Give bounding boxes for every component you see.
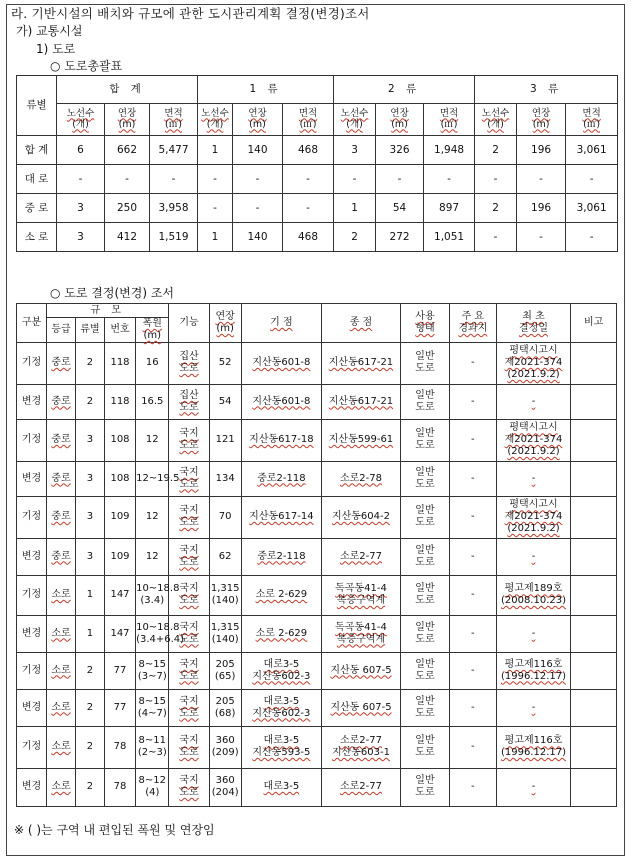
cell-grade: 중로 — [47, 384, 76, 419]
cell-first: - — [496, 615, 571, 652]
cell-note — [571, 538, 617, 575]
table-cell: 6 — [57, 136, 105, 165]
column-header-pokwon: 폭원 (m) — [136, 318, 169, 343]
cell-first: 평고제189호 (2008.10.23) — [496, 575, 571, 615]
cell-end: 소로2-78 — [321, 461, 400, 496]
cell-func: 국지 도로 — [169, 496, 209, 538]
cell-no: 118 — [104, 342, 135, 384]
table-cell: 3 — [57, 194, 105, 223]
decision-table-title: ○ 도로 결정(변경) 조서 — [50, 286, 175, 300]
cell-func: 국지 도로 — [169, 768, 209, 806]
cell-via: - — [449, 575, 496, 615]
column-header-gineung: 기능 — [169, 304, 209, 343]
section-heading-transport: 가) 교통시설 — [16, 24, 83, 38]
table-cell: 54 — [376, 194, 424, 223]
cell-via: - — [449, 652, 496, 689]
cell-end: 지산동617-21 — [321, 384, 400, 419]
table-cell: - — [566, 165, 618, 194]
column-subheader: 연장 (m) — [517, 104, 566, 136]
cell-gubun: 기정 — [17, 342, 47, 384]
table-cell: 140 — [233, 136, 283, 165]
table-row — [17, 384, 617, 419]
cell-func: 국지 도로 — [169, 652, 209, 689]
column-header-scale: 규 모 — [47, 304, 169, 318]
cell-no: 147 — [104, 615, 135, 652]
cell-grade: 소로 — [47, 768, 76, 806]
cell-first: 평고제116호 (1996.12.17) — [496, 652, 571, 689]
cell-first: 평택시고시 제2021-374 (2021.9.2) — [496, 496, 571, 538]
table-row — [17, 652, 617, 689]
cell-start: 대로3-5 — [241, 768, 321, 806]
column-subheader: 면적 (㎡) — [424, 104, 475, 136]
cell-gubun: 기정 — [17, 652, 47, 689]
column-group-header: 2 류 — [334, 76, 475, 104]
table-cell: - — [198, 165, 233, 194]
cell-end: 소로2-77 지산동603-1 — [321, 726, 400, 768]
cell-len: 1,315 (140) — [209, 575, 241, 615]
cell-width: 8~15 (4~7) — [136, 689, 169, 726]
cell-note — [571, 726, 617, 768]
cell-start: 중로2-118 — [241, 538, 321, 575]
cell-grade: 중로 — [47, 461, 76, 496]
cell-gubun: 변경 — [17, 461, 47, 496]
cell-first: - — [496, 461, 571, 496]
cell-cls: 3 — [75, 461, 104, 496]
cell-len: 1,315 (140) — [209, 615, 241, 652]
cell-via: - — [449, 689, 496, 726]
cell-no: 77 — [104, 652, 135, 689]
column-subheader: 노선수 (개) — [475, 104, 517, 136]
column-header-gijeom: 기 점 — [241, 304, 321, 343]
column-header-sayong: 사용 형태 — [400, 304, 449, 343]
cell-gubun: 변경 — [17, 615, 47, 652]
cell-width: 16.5 — [136, 384, 169, 419]
cell-grade: 소로 — [47, 689, 76, 726]
table-cell: - — [198, 194, 233, 223]
cell-len: 54 — [209, 384, 241, 419]
cell-via: - — [449, 384, 496, 419]
cell-use: 일반 도로 — [400, 768, 449, 806]
cell-gubun: 기정 — [17, 419, 47, 461]
cell-gubun: 기정 — [17, 575, 47, 615]
cell-grade: 소로 — [47, 726, 76, 768]
cell-width: 8~12 (4) — [136, 768, 169, 806]
cell-func: 집산 도로 — [169, 342, 209, 384]
cell-start: 대로3-5 지산동602-3 — [241, 689, 321, 726]
cell-len: 62 — [209, 538, 241, 575]
table-row — [17, 136, 618, 165]
table-cell: 272 — [376, 223, 424, 252]
cell-len: 360 (204) — [209, 768, 241, 806]
table-cell: 196 — [517, 194, 566, 223]
cell-no: 108 — [104, 461, 135, 496]
table-cell: - — [376, 165, 424, 194]
cell-width: 16 — [136, 342, 169, 384]
cell-end: 소로2-77 — [321, 538, 400, 575]
table-cell: - — [566, 223, 618, 252]
table-cell: 3,958 — [150, 194, 198, 223]
row-label: 중 로 — [17, 194, 57, 223]
column-subheader: 연장 (m) — [105, 104, 150, 136]
cell-width: 10~18.8 (3.4+6.4) — [136, 615, 169, 652]
cell-note — [571, 496, 617, 538]
cell-cls: 2 — [75, 342, 104, 384]
table-cell: 3,061 — [566, 194, 618, 223]
table-row — [17, 223, 618, 252]
table-cell: 468 — [283, 136, 334, 165]
cell-use: 일반 도로 — [400, 342, 449, 384]
cell-width: 12~19.5 — [136, 461, 169, 496]
table-cell: 1 — [334, 194, 376, 223]
cell-start: 지산동601-8 — [241, 384, 321, 419]
cell-gubun: 변경 — [17, 384, 47, 419]
table-cell: 3,061 — [566, 136, 618, 165]
cell-note — [571, 575, 617, 615]
table-cell: 3 — [57, 223, 105, 252]
cell-note — [571, 768, 617, 806]
road-summary-table — [16, 75, 618, 252]
cell-end: 지산동617-21 — [321, 342, 400, 384]
table-cell: 2 — [475, 194, 517, 223]
column-header-yeonjang: 연장 (m) — [209, 304, 241, 343]
cell-via: - — [449, 342, 496, 384]
cell-width: 12 — [136, 538, 169, 575]
cell-note — [571, 419, 617, 461]
table-row — [17, 768, 617, 806]
cell-len: 360 (209) — [209, 726, 241, 768]
table-cell: 2 — [334, 223, 376, 252]
column-header-juyo: 주 요 경과지 — [449, 304, 496, 343]
column-header-beonho: 번호 — [104, 318, 135, 343]
cell-grade: 중로 — [47, 496, 76, 538]
cell-via: - — [449, 496, 496, 538]
cell-use: 일반 도로 — [400, 652, 449, 689]
cell-start: 대로3-5 지산동602-3 — [241, 652, 321, 689]
cell-use: 일반 도로 — [400, 615, 449, 652]
table-row — [17, 689, 617, 726]
column-group-header: 1 류 — [198, 76, 334, 104]
table-row — [17, 461, 617, 496]
row-label: 합 계 — [17, 136, 57, 165]
cell-use: 일반 도로 — [400, 726, 449, 768]
table-row — [17, 342, 617, 384]
cell-no: 108 — [104, 419, 135, 461]
summary-table-title: ○ 도로총괄표 — [50, 59, 123, 73]
table-cell: 140 — [233, 223, 283, 252]
cell-width: 8~11 (2~3) — [136, 726, 169, 768]
cell-first: 평고제116호 (1996.12.17) — [496, 726, 571, 768]
cell-cls: 1 — [75, 615, 104, 652]
cell-start: 지산동617-18 — [241, 419, 321, 461]
cell-note — [571, 384, 617, 419]
row-label: 대 로 — [17, 165, 57, 194]
table-row — [17, 496, 617, 538]
cell-no: 147 — [104, 575, 135, 615]
table-row — [17, 538, 617, 575]
cell-end: 지산동604-2 — [321, 496, 400, 538]
table-cell: - — [283, 194, 334, 223]
table-cell: 5,477 — [150, 136, 198, 165]
table-cell: 1 — [198, 136, 233, 165]
cell-start: 대로3-5 지산동593-5 — [241, 726, 321, 768]
cell-no: 78 — [104, 768, 135, 806]
cell-grade: 중로 — [47, 538, 76, 575]
cell-start: 지산동601-8 — [241, 342, 321, 384]
cell-cls: 2 — [75, 726, 104, 768]
table-cell: - — [475, 165, 517, 194]
cell-cls: 2 — [75, 768, 104, 806]
column-header-choecho: 최 초 결정일 — [496, 304, 571, 343]
cell-grade: 중로 — [47, 419, 76, 461]
cell-via: - — [449, 726, 496, 768]
cell-func: 국지 도로 — [169, 419, 209, 461]
column-subheader: 노선수 (개) — [334, 104, 376, 136]
table-cell: 196 — [517, 136, 566, 165]
cell-note — [571, 342, 617, 384]
column-subheader: 면적 (㎡) — [566, 104, 618, 136]
cell-width: 8~15 (3~7) — [136, 652, 169, 689]
cell-use: 일반 도로 — [400, 496, 449, 538]
table-row — [17, 726, 617, 768]
table-row — [17, 419, 617, 461]
column-header-jongjeom: 종 점 — [321, 304, 400, 343]
cell-note — [571, 689, 617, 726]
cell-end: 지산동 607-5 — [321, 689, 400, 726]
cell-use: 일반 도로 — [400, 538, 449, 575]
table-cell: 3 — [334, 136, 376, 165]
section-heading-road: 1) 도로 — [36, 42, 76, 56]
cell-width: 12 — [136, 496, 169, 538]
column-header-gubun: 구분 — [17, 304, 47, 343]
cell-gubun: 변경 — [17, 768, 47, 806]
cell-no: 109 — [104, 538, 135, 575]
cell-cls: 3 — [75, 496, 104, 538]
cell-func: 국지 도로 — [169, 538, 209, 575]
cell-no: 77 — [104, 689, 135, 726]
table-cell: - — [233, 194, 283, 223]
table-cell: - — [475, 223, 517, 252]
cell-len: 52 — [209, 342, 241, 384]
column-subheader: 노선수 (개) — [57, 104, 105, 136]
cell-no: 78 — [104, 726, 135, 768]
cell-first: - — [496, 538, 571, 575]
cell-end: 독곡동41-4 복층구역계 — [321, 615, 400, 652]
table-row — [17, 165, 618, 194]
cell-first: 평택시고시 제2021-374 (2021.9.2) — [496, 342, 571, 384]
table-cell: 897 — [424, 194, 475, 223]
column-group-header: 3 류 — [475, 76, 618, 104]
cell-use: 일반 도로 — [400, 575, 449, 615]
cell-end: 지산동599-61 — [321, 419, 400, 461]
table-cell: 326 — [376, 136, 424, 165]
cell-via: - — [449, 461, 496, 496]
cell-func: 국지 도로 — [169, 726, 209, 768]
table-cell: - — [424, 165, 475, 194]
cell-cls: 3 — [75, 538, 104, 575]
cell-cls: 1 — [75, 575, 104, 615]
cell-grade: 소로 — [47, 652, 76, 689]
cell-via: - — [449, 538, 496, 575]
cell-first: 평택시고시 제2021-374 (2021.9.2) — [496, 419, 571, 461]
cell-end: 지산동 607-5 — [321, 652, 400, 689]
cell-gubun: 변경 — [17, 538, 47, 575]
footnote: ※ ( )는 구역 내 편입된 폭원 및 연장임 — [14, 823, 215, 837]
cell-grade: 중로 — [47, 342, 76, 384]
cell-grade: 소로 — [47, 575, 76, 615]
cell-note — [571, 461, 617, 496]
cell-end: 독곡동41-4 복층구역계 — [321, 575, 400, 615]
cell-func: 국지 도로 — [169, 461, 209, 496]
cell-end: 소로2-77 — [321, 768, 400, 806]
column-subheader: 면적 (㎡) — [150, 104, 198, 136]
column-subheader: 연장 (m) — [233, 104, 283, 136]
cell-len: 121 — [209, 419, 241, 461]
table-cell: 1,519 — [150, 223, 198, 252]
cell-use: 일반 도로 — [400, 461, 449, 496]
cell-len: 205 (68) — [209, 689, 241, 726]
cell-via: - — [449, 615, 496, 652]
table-cell: 468 — [283, 223, 334, 252]
cell-note — [571, 652, 617, 689]
cell-use: 일반 도로 — [400, 384, 449, 419]
cell-via: - — [449, 419, 496, 461]
cell-width: 12 — [136, 419, 169, 461]
cell-no: 109 — [104, 496, 135, 538]
cell-func: 국지 도로 — [169, 689, 209, 726]
column-subheader: 면적 (㎡) — [283, 104, 334, 136]
cell-cls: 2 — [75, 384, 104, 419]
cell-start: 지산동617-14 — [241, 496, 321, 538]
table-row — [17, 615, 617, 652]
cell-len: 70 — [209, 496, 241, 538]
cell-gubun: 변경 — [17, 689, 47, 726]
table-cell: 412 — [105, 223, 150, 252]
table-cell: - — [283, 165, 334, 194]
cell-len: 134 — [209, 461, 241, 496]
cell-use: 일반 도로 — [400, 419, 449, 461]
main-heading: 라. 기반시설의 배치와 규모에 관한 도시관리계획 결정(변경)조서 — [11, 6, 370, 21]
table-cell: - — [57, 165, 105, 194]
cell-start: 소로 2-629 — [241, 615, 321, 652]
cell-gubun: 기정 — [17, 726, 47, 768]
column-header-type: 류별 — [17, 76, 57, 136]
table-cell: - — [517, 165, 566, 194]
column-subheader: 노선수 (개) — [198, 104, 233, 136]
cell-func: 집산 도로 — [169, 384, 209, 419]
table-cell: 1,948 — [424, 136, 475, 165]
road-decision-table — [16, 303, 617, 807]
column-header-bigo: 비고 — [571, 304, 617, 343]
cell-first: - — [496, 768, 571, 806]
cell-cls: 2 — [75, 652, 104, 689]
cell-start: 소로 2-629 — [241, 575, 321, 615]
cell-use: 일반 도로 — [400, 689, 449, 726]
table-cell: 250 — [105, 194, 150, 223]
cell-note — [571, 615, 617, 652]
column-group-header: 합 계 — [57, 76, 198, 104]
table-row — [17, 575, 617, 615]
table-row — [17, 194, 618, 223]
table-cell: 1 — [198, 223, 233, 252]
cell-grade: 소로 — [47, 615, 76, 652]
cell-start: 중로2-118 — [241, 461, 321, 496]
cell-func: 국지 도로 — [169, 615, 209, 652]
cell-cls: 2 — [75, 689, 104, 726]
table-cell: 1,051 — [424, 223, 475, 252]
cell-len: 205 (65) — [209, 652, 241, 689]
table-cell: 2 — [475, 136, 517, 165]
cell-width: 10~18.8 (3.4) — [136, 575, 169, 615]
cell-first: - — [496, 689, 571, 726]
table-cell: - — [105, 165, 150, 194]
column-header-ryubyeol: 류별 — [75, 318, 104, 343]
table-cell: - — [233, 165, 283, 194]
cell-cls: 3 — [75, 419, 104, 461]
row-label: 소 로 — [17, 223, 57, 252]
table-cell: 662 — [105, 136, 150, 165]
cell-via: - — [449, 768, 496, 806]
column-header-deunggeup: 등급 — [47, 318, 76, 343]
table-cell: - — [150, 165, 198, 194]
table-cell: - — [517, 223, 566, 252]
cell-gubun: 기정 — [17, 496, 47, 538]
cell-func: 국지 도로 — [169, 575, 209, 615]
cell-first: - — [496, 384, 571, 419]
column-subheader: 연장 (m) — [376, 104, 424, 136]
cell-no: 118 — [104, 384, 135, 419]
table-cell: - — [334, 165, 376, 194]
